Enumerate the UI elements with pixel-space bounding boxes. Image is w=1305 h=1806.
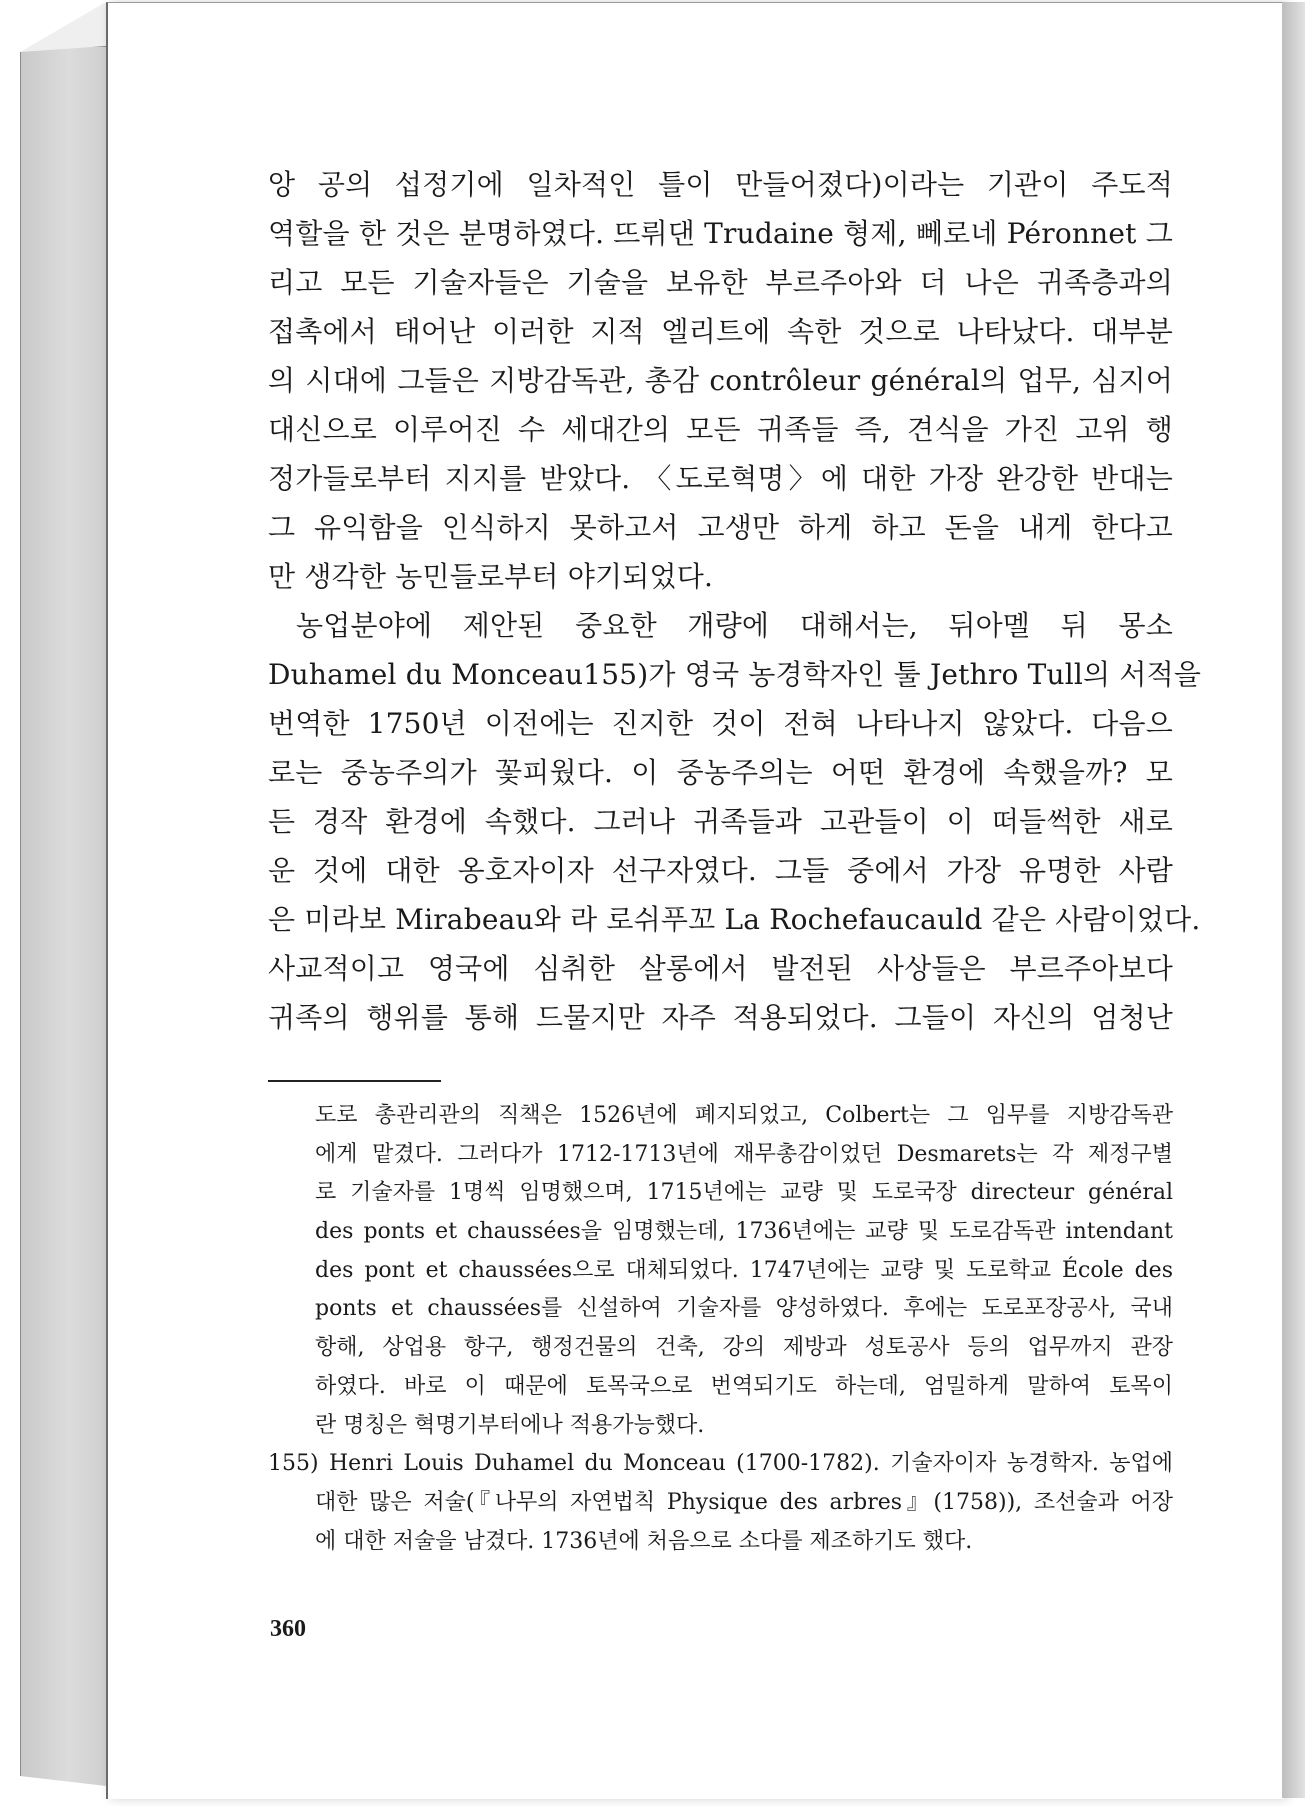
body-line: 로는 중농주의가 꽃피웠다. 이 중농주의는 어떤 환경에 속했을까? 모 (268, 756, 1173, 789)
body-line: 접촉에서 태어난 이러한 지적 엘리트에 속한 것으로 나타났다. 대부분 (268, 315, 1173, 348)
body-line: 번역한 1750년 이전에는 진지한 것이 전혀 나타나지 않았다. 다음으 (268, 707, 1173, 740)
body-line: 앙 공의 섭정기에 일차적인 틀이 만들어졌다)이라는 기관이 주도적 (268, 168, 1173, 201)
body-line: 그 유익함을 인식하지 못하고서 고생만 하게 하고 돈을 내게 한다고 (268, 511, 1173, 544)
body-line: 사교적이고 영국에 심취한 살롱에서 발전된 사상들은 부르주아보다 (268, 952, 1173, 985)
footnote-line: 도로 총관리관의 직책은 1526년에 폐지되었고, Colbert는 그 임무를 지방감독관 (315, 1103, 1173, 1128)
body-line: 운 것에 대한 옹호자이자 선구자였다. 그들 중에서 가장 유명한 사람 (268, 854, 1173, 887)
footnote-line: 하였다. 바로 이 때문에 토목국으로 번역되기도 하는데, 엄밀하게 말하여 토목이 (315, 1373, 1173, 1399)
page-right-edge (1282, 2, 1305, 1798)
footnotes (268, 1097, 1173, 1561)
footnote-line: 항해, 상업용 항구, 행정건물의 건축, 강의 제방과 성토공사 등의 업무까지 관장 (315, 1335, 1173, 1361)
footnote-line: 에게 맡겼다. 그러다가 1712-1713년에 재무총감이었던 Desmarets는 각 제정구별 (315, 1141, 1173, 1167)
footnote-line: des pont et chaussées으로 대체되었다. 1747년에는 교량 및 도로학교 École des (315, 1257, 1173, 1283)
body-text (268, 160, 1202, 1042)
body-line: 의 시대에 그들은 지방감독관, 총감 contrôleur général의 업무, 심지어 (268, 364, 1173, 397)
footnote-line: 에 대한 저술을 남겼다. 1736년에 처음으로 소다를 제조하기도 했다. (315, 1528, 973, 1554)
body-line: 역할을 한 것은 분명하였다. 뜨뤼댄 Trudaine 형제, 뻬로네 Péronnet 그 (268, 217, 1173, 250)
page-number: 360 (270, 1616, 306, 1642)
body-line: 정가들로부터 지지를 받았다. 〈도로혁명〉에 대한 가장 완강한 반대는 (268, 462, 1173, 495)
body-line: 귀족의 행위를 통해 드물지만 자주 적용되었다. 그들이 자신의 엄청난 (268, 1001, 1173, 1034)
footnote-line: 로 기술자를 1명씩 임명했으며, 1715년에는 교량 및 도로국장 directeur général (315, 1180, 1173, 1206)
body-line: 든 경작 환경에 속했다. 그러나 귀족들과 고관들이 이 떠들썩한 새로 (268, 805, 1173, 838)
body-line: 리고 모든 기술자들은 기술을 보유한 부르주아와 더 나은 귀족층과의 (268, 266, 1173, 299)
body-line: 농업분야에 제안된 중요한 개량에 대해서는, 뒤아멜 뒤 몽소 (296, 609, 1173, 642)
book-spine-side (20, 46, 108, 1788)
body-line: 대신으로 이루어진 수 세대간의 모든 귀족들 즉, 견식을 가진 고위 행 (268, 413, 1173, 446)
body-line: 만 생각한 농민들로부터 야기되었다. (268, 560, 714, 593)
body-line: Duhamel du Monceau155)가 영국 농경학자인 툴 Jethro Tull의 서적을 (268, 658, 1202, 691)
footnote-line: 란 명칭은 혁명기부터에나 적용가능했다. (315, 1412, 705, 1438)
footnote-line: ponts et chaussées를 신설하여 기술자를 양성하였다. 후에는 도로포장공사, 국내 (315, 1296, 1173, 1322)
footnote-line: 대한 많은 저술(『나무의 자연법칙 Physique des arbres』(1758)), 조선술과 어장 (315, 1489, 1173, 1515)
footnote-line: des ponts et chaussées을 임명했는데, 1736년에는 교량 및 도로감독관 intendant (315, 1219, 1173, 1245)
footnote-line: 155) Henri Louis Duhamel du Monceau (1700-1782). 기술자이자 농경학자. 농업에 (268, 1451, 1173, 1477)
body-line: 은 미라보 Mirabeau와 라 로쉬푸꼬 La Rochefaucauld 같은 사람이었다. (268, 903, 1201, 936)
footnote-divider (268, 1080, 441, 1082)
